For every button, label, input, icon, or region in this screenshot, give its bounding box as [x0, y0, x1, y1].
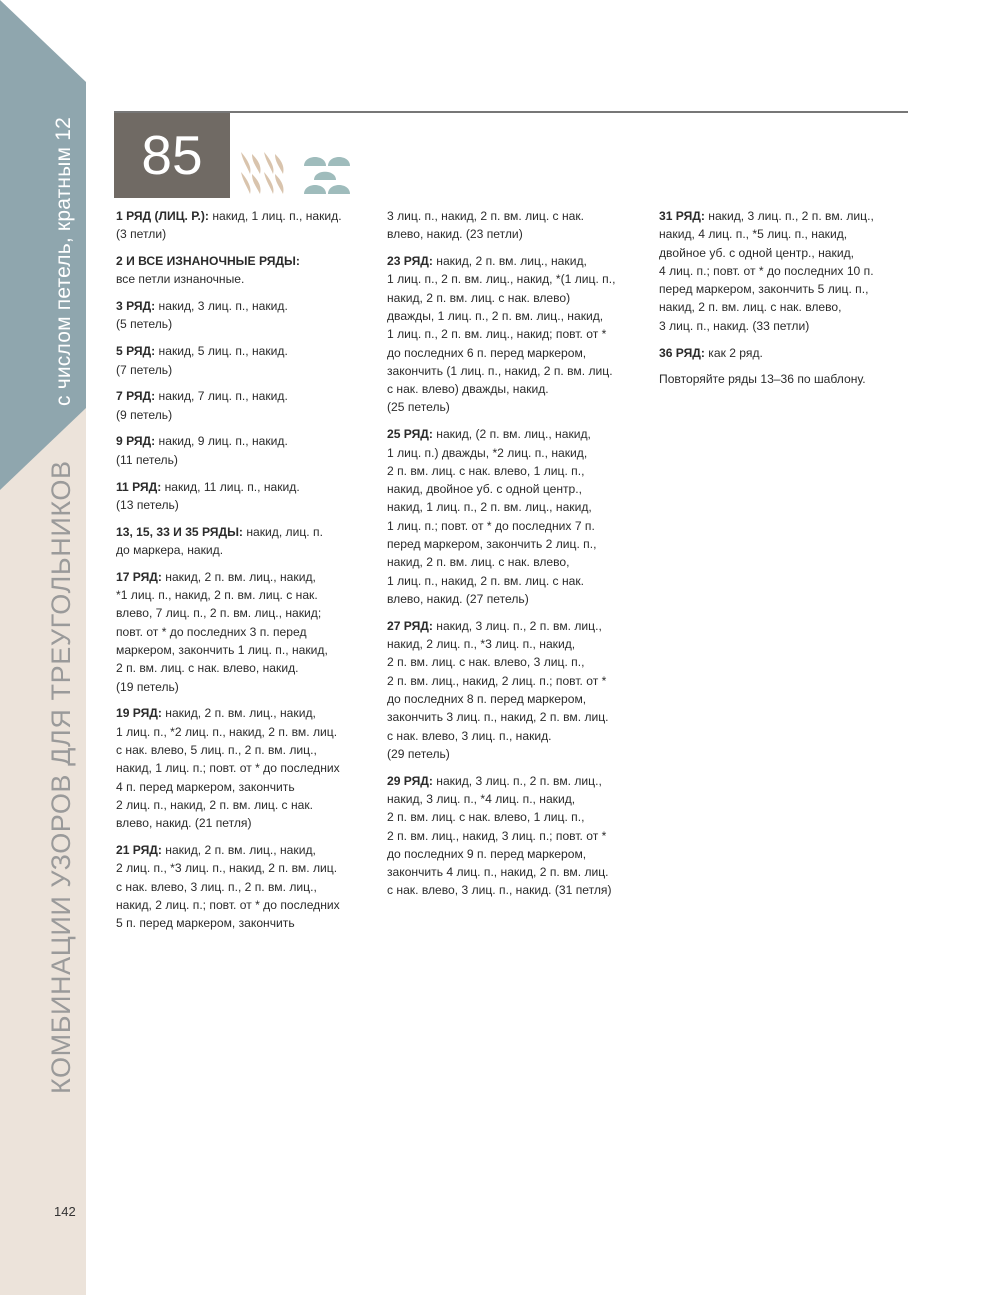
instruction-text: до последних 8 п. перед маркером, — [387, 691, 587, 706]
instruction-text: перед маркером, закончить 2 лиц. п., — [387, 537, 597, 552]
instruction-paragraph — [116, 252, 371, 289]
row-label: 29 РЯД: — [387, 773, 433, 788]
instruction-paragraph — [659, 207, 914, 335]
instruction-paragraph — [116, 568, 371, 696]
instruction-paragraph — [387, 252, 642, 417]
instruction-text: до маркера, накид. — [116, 542, 224, 557]
instruction-text: закончить 4 лиц. п., накид, 2 п. вм. лиц. — [387, 865, 609, 880]
instruction-text: накид, 2 п. вм. лиц., накид, — [432, 254, 587, 269]
row-label: 5 РЯД: — [116, 344, 156, 359]
row-label: 31 РЯД: — [659, 209, 705, 223]
instruction-text: накид, 2 лиц. п.; повт. от * до последних — [116, 897, 340, 912]
instruction-text: влево, накид. (23 петли) — [387, 227, 523, 242]
instruction-text: накид, 2 п. вм. лиц., накид, — [161, 706, 316, 721]
instruction-text: накид, 2 лиц. п., *3 лиц. п., накид, — [387, 637, 576, 652]
instruction-paragraph — [116, 841, 371, 932]
instruction-text: накид, 7 лиц. п., накид. — [155, 389, 288, 404]
instruction-text: 1 лиц. п., накид, 2 п. вм. лиц. с нак. — [387, 573, 585, 588]
instruction-text: с нак. влево, 3 лиц. п., 2 п. вм. лиц., — [116, 879, 317, 894]
instruction-text: (19 петель) — [116, 679, 179, 694]
instruction-paragraph — [116, 207, 371, 244]
instruction-text: 2 п. вм. лиц., накид, 2 лиц. п.; повт. от * — [387, 673, 607, 688]
instruction-paragraph — [387, 207, 642, 244]
row-label: 11 РЯД: — [116, 479, 162, 494]
instruction-text: как 2 ряд. — [704, 345, 763, 360]
instruction-text: (5 петель) — [116, 317, 173, 332]
instruction-text: *1 лиц. п., накид, 2 п. вм. лиц. с нак. — [116, 588, 318, 603]
instruction-text: 2 п. вм. лиц. с нак. влево, 1 лиц. п., — [387, 810, 585, 825]
instruction-text: накид, 3 лиц. п., 2 п. вм. лиц., — [704, 209, 874, 223]
instruction-paragraph — [387, 772, 642, 900]
instruction-text: маркером, закончить 1 лиц. п., накид, — [116, 642, 328, 657]
instruction-text: 4 п. перед маркером, закончить — [116, 779, 295, 794]
row-label: 13, 15, 33 И 35 РЯДЫ: — [116, 524, 243, 539]
instruction-text: 1 лиц. п.) дважды, *2 лиц. п., накид, — [387, 445, 588, 460]
instruction-paragraph — [116, 704, 371, 832]
instruction-paragraph — [116, 432, 371, 469]
instruction-text: накид, лиц. п. — [242, 524, 323, 539]
row-label: 27 РЯД: — [387, 618, 433, 633]
instruction-text: закончить 3 лиц. п., накид, 2 п. вм. лиц. — [387, 710, 609, 725]
row-label: 2 И ВСЕ ИЗНАНОЧНЫЕ РЯДЫ: — [116, 254, 300, 269]
instruction-text: накид, 2 п. вм. лиц., накид, — [161, 842, 316, 857]
page-number: 142 — [54, 1204, 76, 1219]
instruction-text: накид, 2 п. вм. лиц. с нак. влево, — [659, 300, 842, 315]
instruction-text: накид, 2 п. вм. лиц. с нак. влево) — [387, 290, 571, 305]
row-label: 36 РЯД: — [659, 345, 705, 360]
instruction-text: с нак. влево, 3 лиц. п., накид. (31 петля) — [387, 883, 612, 898]
instruction-text: накид, 11 лиц. п., накид. — [161, 479, 300, 494]
instruction-text: 2 п. вм. лиц. с нак. влево, накид. — [116, 661, 299, 676]
instruction-paragraph — [116, 523, 371, 560]
instructions-column-3 — [659, 207, 914, 397]
instruction-text: 5 п. перед маркером, закончить — [116, 916, 295, 931]
instruction-text: 1 лиц. п., *2 лиц. п., накид, 2 п. вм. лиц. — [116, 724, 338, 739]
instruction-paragraph — [659, 370, 914, 388]
stitch-icons — [238, 152, 358, 199]
instruction-paragraph — [116, 342, 371, 379]
instruction-text: 2 лиц. п., накид, 2 п. вм. лиц. с нак. — [116, 797, 314, 812]
row-label: 9 РЯД: — [116, 434, 156, 449]
row-label: 7 РЯД: — [116, 389, 156, 404]
instruction-text: с нак. влево, 5 лиц. п., 2 п. вм. лиц., — [116, 742, 317, 757]
instruction-text: накид, 3 лиц. п., *4 лиц. п., накид, — [387, 791, 576, 806]
instruction-text: (9 петель) — [116, 407, 173, 422]
instruction-text: накид, двойное уб. с одной центр., — [387, 482, 582, 497]
instruction-text: 2 п. вм. лиц. с нак. влево, 3 лиц. п., — [387, 655, 585, 670]
instruction-text: (13 петель) — [116, 497, 179, 512]
instruction-text: накид, 3 лиц. п., 2 п. вм. лиц., — [432, 773, 602, 788]
instruction-text: (29 петель) — [387, 746, 450, 761]
row-label: 3 РЯД: — [116, 299, 156, 314]
chapter-title: КОМБИНАЦИИ УЗОРОВ ДЛЯ ТРЕУГОЛЬНИКОВ — [46, 460, 76, 1094]
instruction-text: накид, (2 п. вм. лиц., накид, — [432, 427, 591, 442]
instruction-text: 3 лиц. п., накид, 2 п. вм. лиц. с нак. — [387, 209, 585, 223]
instruction-paragraph — [116, 297, 371, 334]
instruction-paragraph — [116, 478, 371, 515]
instruction-text: закончить (1 лиц. п., накид, 2 п. вм. лиц. — [387, 363, 613, 378]
knit-stitch-icon — [241, 152, 284, 194]
instruction-text: 1 лиц. п.; повт. от * до последних 7 п. — [387, 518, 595, 533]
instruction-text: 4 лиц. п.; повт. от * до последних 10 п. — [659, 263, 874, 278]
instruction-paragraph — [387, 425, 642, 608]
instruction-text: (25 петель) — [387, 400, 450, 415]
instruction-text: накид, 3 лиц. п., 2 п. вм. лиц., — [432, 618, 602, 633]
instruction-text: накид, 2 п. вм. лиц., накид, — [161, 569, 316, 584]
instruction-text: дважды, 1 лиц. п., 2 п. вм. лиц., накид, — [387, 308, 604, 323]
instruction-text: накид, 1 лиц. п., 2 п. вм. лиц., накид, — [387, 500, 592, 515]
instruction-text: 1 лиц. п., 2 п. вм. лиц., накид, *(1 лиц. п., — [387, 272, 616, 287]
chapter-subtitle: с числом петель, кратным 12 — [52, 117, 75, 406]
instruction-text: накид, 2 п. вм. лиц. с нак. влево, — [387, 555, 570, 570]
instruction-text: до последних 6 п. перед маркером, — [387, 345, 587, 360]
instruction-text: (7 петель) — [116, 362, 173, 377]
instruction-text: накид, 1 лиц. п., накид. — [208, 209, 342, 223]
instruction-text: перед маркером, закончить 5 лиц. п., — [659, 282, 869, 297]
instruction-text: влево, накид. (27 петель) — [387, 591, 529, 606]
instruction-text: накид, 4 лиц. п., *5 лиц. п., накид, — [659, 227, 848, 242]
instructions-column-2 — [387, 207, 642, 908]
purl-stitch-icon — [304, 157, 350, 194]
instruction-text: накид, 1 лиц. п.; повт. от * до последних — [116, 761, 340, 776]
row-label: 23 РЯД: — [387, 254, 433, 269]
instruction-paragraph — [387, 617, 642, 763]
row-label: 19 РЯД: — [116, 706, 162, 721]
row-label: 17 РЯД: — [116, 569, 162, 584]
instruction-text: 1 лиц. п., 2 п. вм. лиц., накид; повт. от * — [387, 327, 607, 342]
header-rule — [114, 111, 908, 113]
instruction-text: (11 петель) — [116, 452, 178, 467]
instruction-text: все петли изнаночные. — [116, 272, 245, 287]
instruction-text: до последних 9 п. перед маркером, — [387, 846, 587, 861]
pattern-number: 85 — [114, 113, 230, 198]
instruction-text: влево, накид. (21 петля) — [116, 816, 252, 831]
instruction-text: 2 п. вм. лиц. с нак. влево, 1 лиц. п., — [387, 463, 585, 478]
instruction-paragraph — [116, 387, 371, 424]
instruction-paragraph — [659, 344, 914, 362]
instruction-text: с нак. влево) дважды, накид. — [387, 382, 549, 397]
instruction-text: повт. от * до последних 3 п. перед — [116, 624, 307, 639]
instructions-column-1 — [116, 207, 371, 941]
instruction-text: 2 п. вм. лиц., накид, 3 лиц. п.; повт. от * — [387, 828, 607, 843]
instruction-text: Повторяйте ряды 13–36 по шаблону. — [659, 372, 866, 387]
instruction-text: накид, 9 лиц. п., накид. — [155, 434, 288, 449]
row-label: 21 РЯД: — [116, 842, 162, 857]
instruction-text: 2 лиц. п., *3 лиц. п., накид, 2 п. вм. лиц. — [116, 861, 338, 876]
instruction-text: с нак. влево, 3 лиц. п., накид. — [387, 728, 552, 743]
instruction-text: 3 лиц. п., накид. (33 петли) — [659, 318, 810, 333]
instruction-text: накид, 5 лиц. п., накид. — [155, 344, 288, 359]
row-label: 1 РЯД (ЛИЦ. Р.): — [116, 209, 209, 223]
instruction-text: накид, 3 лиц. п., накид. — [155, 299, 288, 314]
row-label: 25 РЯД: — [387, 427, 433, 442]
instruction-text: влево, 7 лиц. п., 2 п. вм. лиц., накид; — [116, 606, 322, 621]
instruction-text: двойное уб. с одной центр., накид, — [659, 245, 854, 260]
instruction-text: (3 петли) — [116, 227, 167, 242]
